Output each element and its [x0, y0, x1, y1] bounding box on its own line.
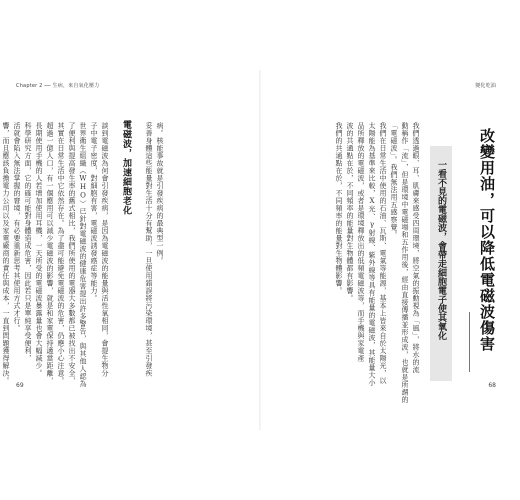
- page-number-left: 69: [16, 382, 24, 389]
- left-text-column: 響，而且應該負擔電力公司以及家電廠商的責任與成本，一直到問題獲得解決。: [2, 122, 10, 385]
- title-rule: [469, 312, 470, 372]
- right-text-column: 我們在日常生活中使用的石油、瓦斯、電氣等能源，基本上皆來自於太陽光，以: [379, 122, 387, 385]
- chapter-subtitle: 一看不見的電磁波，會帶走細胞電子使其氧化: [436, 160, 446, 340]
- left-section-heading: 電磁波，加速細胞老化: [121, 120, 131, 215]
- running-head-left: Chapter 2 ── 生病，來自氧化壓力: [16, 83, 100, 89]
- right-text-column: 我們的共通點在於，不同頻率的能量對生物體影響。: [335, 122, 343, 295]
- left-text-column: 超過一億人口，有一個應用可以減少電磁波的影響，就是和家電保持適當距離，: [46, 122, 54, 385]
- running-head-right: 變化吃油: [475, 83, 496, 89]
- left-text-column: 妥善身體這些能量對生活十分有幫助，一旦使用錯誤將污染環境，甚至引發疾: [145, 122, 153, 377]
- right-text-column: 動稱作「流」，但是環境中電磁場和五作用後，經由直接傳播並形成波，也就是所謂的: [401, 122, 409, 404]
- right-text-column: 波的共通點在於，不同頻率的能量對生物體都有影響。: [346, 122, 354, 302]
- right-text-column: 我們透過眼、耳、肌膚來感受四周環境，將空氣的振動視為「風」，將水的流: [412, 122, 420, 374]
- right-page: [260, 0, 520, 500]
- page-number-right: 68: [488, 382, 496, 389]
- right-text-column: 「電磁波」。我們無法用五感察覺。: [390, 122, 398, 239]
- left-text-column: 其實在日常生活中它依然存在。為了盡可能避免電磁波的危害，仍應小心注意。: [57, 122, 65, 385]
- left-text-column: 科學研究方面，它的確可能對身體造成危害，因此若只是單純享受便利，: [24, 122, 32, 362]
- left-text-column: 子中電子密度，對細胞有害，電磁波誘發癌症等能力。: [90, 122, 98, 302]
- left-text-column: 談到電磁波為何會引發疾病，是因為電磁波的能量與活性氧相同，會提生物分: [101, 122, 109, 377]
- right-text-column: 太陽能為基準來比較，X光、γ射線、紫外線等具有能量的電磁波，其能量大小: [368, 122, 376, 387]
- left-text-column: 活就會陷入無法掌握的窘境，有必要重新思考其使用方式才行。: [13, 122, 21, 332]
- left-text-column: 了便利與提高發生率的舊式相比，我們所使用的電器大多數都已被找出不安全，: [68, 122, 76, 385]
- chapter-title: 改變用油，可以降低電磁波傷害: [478, 128, 496, 352]
- left-text-column: 病。核能事故就是引發疾病的最典型一例。: [156, 122, 164, 265]
- left-text-column: 長期使用手機的人若增加使用耳機，一天所受的電磁波暴露量也會大幅減少。: [35, 122, 43, 377]
- left-text-column: 世界衛生組織（WHO）已針對電磁波的健康危害提出許多警告，與其他人認為: [79, 122, 87, 388]
- right-text-column: 品所釋放的電磁波，或者是環境釋放出的低頻電磁波等，而手機與家電產: [357, 122, 365, 362]
